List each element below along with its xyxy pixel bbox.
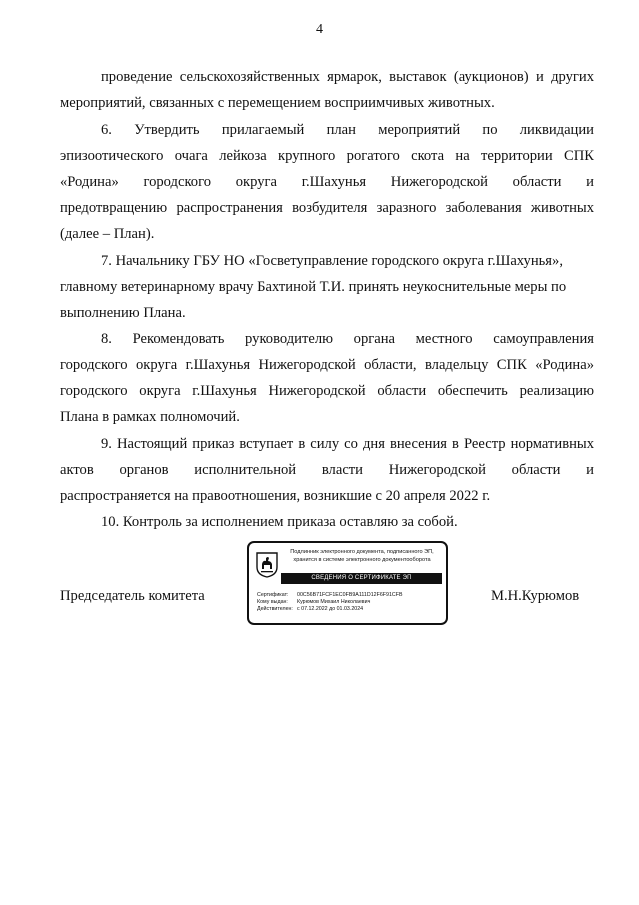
text-line: 8. Рекомендовать руководителю органа местного самоуправления [101, 331, 594, 347]
text-line: мероприятий, связанных с перемещением восприимчивых животных. [60, 95, 495, 111]
text-line: городского округа г.Шахунья Нижегородской области обеспечить реализацию [60, 383, 594, 399]
stamp-issued-to: Кому выдан: Курюмов Михаил Николаевич [257, 599, 371, 605]
text-line: «Родина» городского округа г.Шахунья Нижегородской области и [60, 174, 594, 190]
text-line: предотвращению распространения возбудителя заразного заболевания животных [60, 200, 594, 216]
signer-name: М.Н.Курюмов [491, 588, 580, 604]
text-line: эпизоотического очага лейкоза крупного рогатого скота на территории СПК [60, 148, 594, 164]
stamp-header: СВЕДЕНИЯ О СЕРТИФИКАТЕ ЭП [281, 573, 442, 584]
text-line: 6. Утвердить прилагаемый план мероприятий по ликвидации [101, 122, 594, 138]
stamp-certificate: Сертификат: 00C56B71FCF1EC0FB9A111D12F6F91CFB [257, 592, 403, 598]
text-line: выполнению Плана. [60, 305, 186, 321]
stamp-note: Подлинник электронного документа, подписанного ЭП, хранится в системе электронного документооборота [290, 549, 434, 563]
text-line: главному ветеринарному врачу Бахтиной Т.И. принять неукоснительные меры по [60, 279, 567, 295]
text-line: 9. Настоящий приказ вступает в силу со дня внесения в Реестр нормативных [101, 436, 594, 452]
signer-title: Председатель комитета [60, 588, 205, 604]
text-line: городского округа г.Шахунья Нижегородской области, владельцу СПК «Родина» [60, 357, 594, 373]
text-line: (далее – План). [60, 226, 155, 242]
text-line: актов органов исполнительной власти Нижегородской области и [60, 462, 594, 478]
text-line: Плана в рамках полномочий. [60, 409, 240, 425]
page-number: 4 [316, 22, 323, 37]
text-line: распространяется на правоотношения, возникшие с 20 апреля 2022 г. [60, 488, 491, 504]
coat-of-arms-icon [256, 552, 278, 578]
text-line: 10. Контроль за исполнением приказа оставляю за собой. [101, 514, 458, 530]
text-line: 7. Начальнику ГБУ НО «Госветуправление городского округа г.Шахунья», [101, 253, 563, 269]
signature-stamp [247, 541, 448, 625]
text-line: проведение сельскохозяйственных ярмарок, выставок (аукционов) и других [101, 69, 594, 85]
stamp-validity: Действителен: с 07.12.2022 до 01.03.2024 [257, 606, 364, 612]
